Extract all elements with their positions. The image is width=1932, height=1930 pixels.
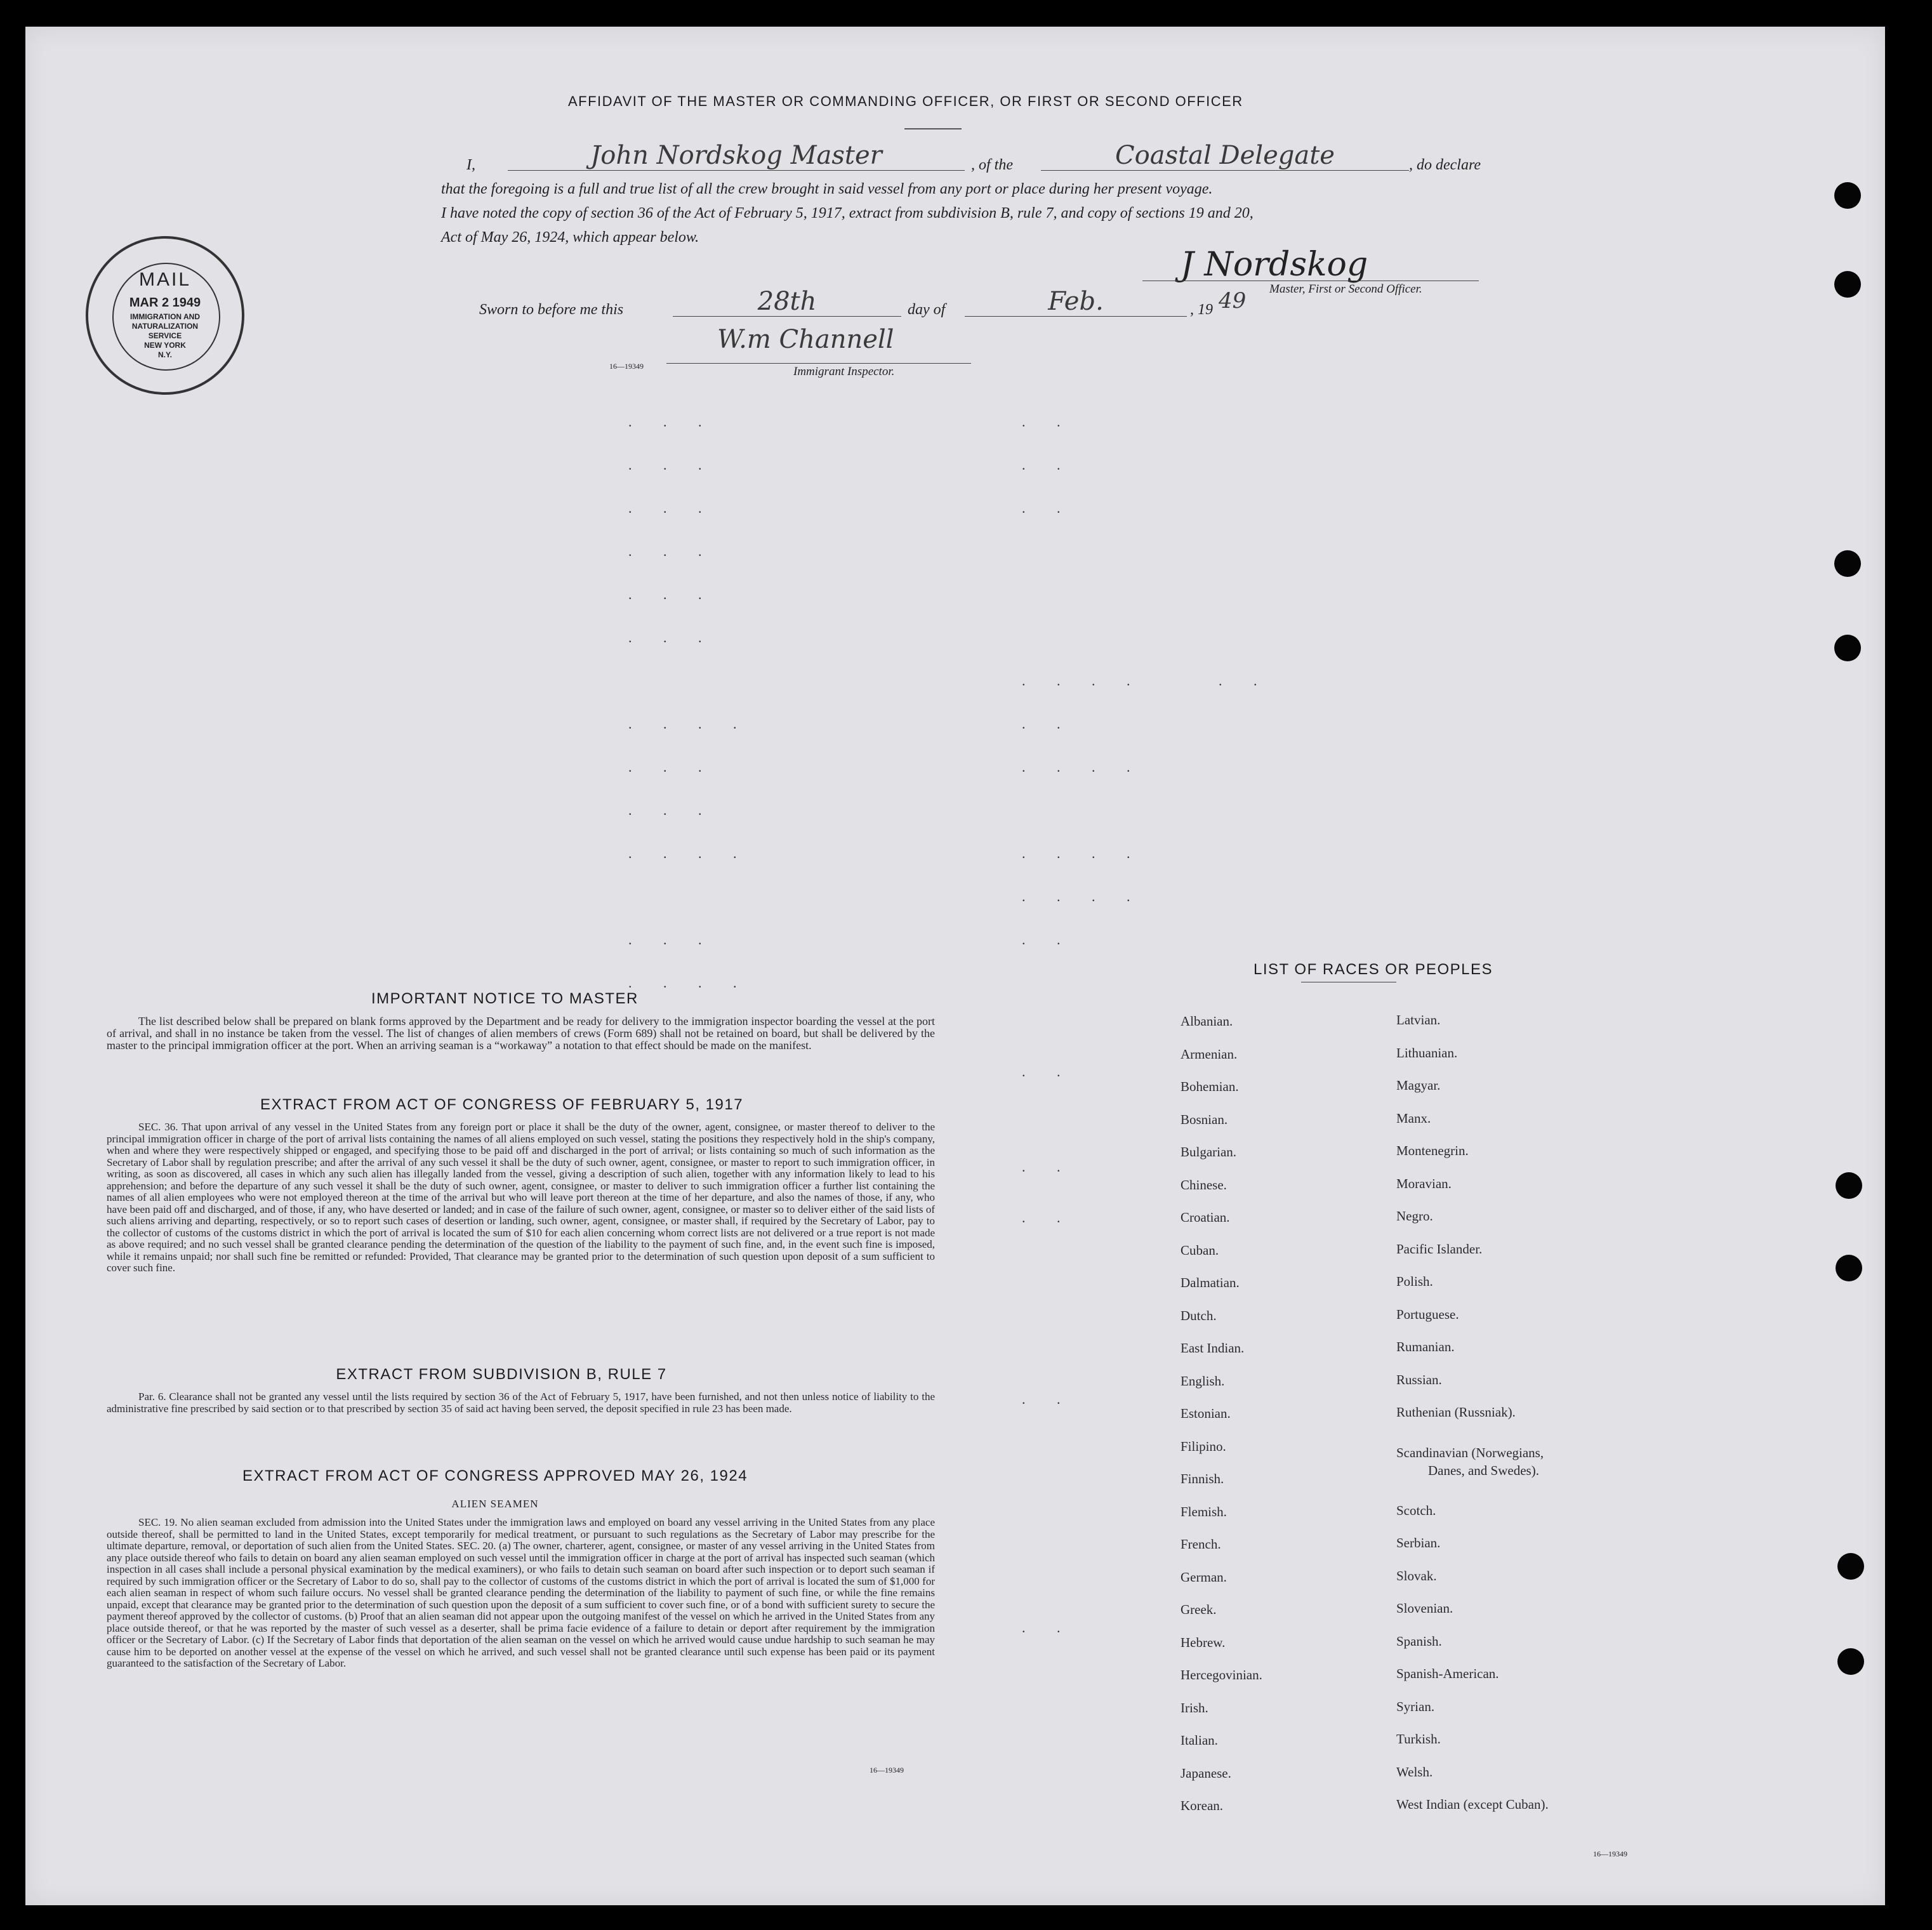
- race-item: Japanese.: [1181, 1765, 1231, 1781]
- stamp-line-1: IMMIGRATION AND: [130, 312, 200, 321]
- race-item: Flemish.: [1181, 1504, 1227, 1519]
- race-item: French.: [1181, 1537, 1221, 1552]
- affidavit-line-4: Act of May 26, 1924, which appear below.: [441, 229, 699, 246]
- sworn-label: Sworn to before me this: [479, 301, 624, 318]
- stamp-date: MAR 2 1949: [129, 296, 201, 310]
- race-item: Scandinavian (Norwegians,: [1396, 1444, 1544, 1460]
- notice-text: The list described below shall be prepared on blank forms approved by the Department and be ready for delivery to the immigration inspector boarding the vessel at the port of arrival, and shall in no instance be taken from the vessel. The list of changes of alien members of crews (Form 689) shall not be retained on board, but shall be delivered by the master to the principal immigration officer at the port. When an arriving seaman is a “workaway” a notation to that effect should be made on the manifest.: [107, 1015, 935, 1052]
- inspector-signature: W.m Channell: [717, 325, 894, 354]
- race-item: West Indian (except Cuban).: [1396, 1797, 1549, 1812]
- punch-hole: [1837, 1648, 1864, 1675]
- race-item: Pacific Islander.: [1396, 1241, 1483, 1257]
- vessel-name-handwritten: Coastal Delegate: [1041, 141, 1409, 171]
- race-item: Cuban.: [1181, 1242, 1219, 1258]
- race-item: Rumanian.: [1396, 1339, 1455, 1354]
- race-item: Turkish.: [1396, 1731, 1441, 1747]
- races-title: LIST OF RACES OR PEOPLES: [1254, 961, 1493, 978]
- race-item: Serbian.: [1396, 1535, 1441, 1550]
- master-signature: J Nordskog: [1181, 246, 1368, 284]
- inspector-line: [666, 363, 971, 364]
- punch-hole: [1837, 1553, 1864, 1580]
- race-item: Spanish.: [1396, 1633, 1442, 1649]
- extract-1924-title: EXTRACT FROM ACT OF CONGRESS APPROVED MAY 26, 1924: [242, 1467, 748, 1484]
- punch-hole: [1836, 1172, 1862, 1199]
- punch-hole: [1834, 271, 1861, 298]
- race-item: Hercegovinian.: [1181, 1667, 1262, 1682]
- race-item: Chinese.: [1181, 1177, 1227, 1193]
- immigration-stamp: [86, 236, 244, 395]
- race-item: Spanish-American.: [1396, 1666, 1499, 1681]
- punch-hole: [1834, 182, 1861, 209]
- day-of-label: day of: [908, 301, 946, 318]
- form-number-top: 16—19349: [609, 362, 644, 371]
- race-item: Finnish.: [1181, 1471, 1224, 1486]
- year-value-handwritten: 49: [1219, 288, 1247, 314]
- race-item: Slovenian.: [1396, 1601, 1453, 1616]
- race-item: Hebrew.: [1181, 1634, 1226, 1650]
- race-item: Dutch.: [1181, 1307, 1217, 1323]
- race-item: Lithuanian.: [1396, 1045, 1458, 1061]
- race-item: Greek.: [1181, 1602, 1217, 1617]
- race-item: Russian.: [1396, 1371, 1442, 1387]
- race-item: Estonian.: [1181, 1406, 1231, 1421]
- signature-caption: Master, First or Second Officer.: [1269, 282, 1422, 296]
- race-item: Polish.: [1396, 1274, 1433, 1289]
- punch-hole: [1834, 635, 1861, 661]
- of-the-label: , of the: [971, 157, 1013, 173]
- affidavit-line-3: I have noted the copy of section 36 of the Act of February 5, 1917, extract from subdivision B, rule 7, and copy of sections 19 and 20,: [441, 205, 1254, 221]
- race-item: Filipino.: [1181, 1438, 1226, 1454]
- race-item: Ruthenian (Russniak).: [1396, 1405, 1516, 1420]
- race-item: Manx.: [1396, 1110, 1431, 1126]
- race-item: Scotch.: [1396, 1502, 1436, 1518]
- affidavit-line-2: that the foregoing is a full and true list of all the crew brought in said vessel from any port or place during her present voyage.: [441, 181, 1213, 197]
- race-item: Portuguese.: [1396, 1306, 1459, 1322]
- race-item: Irish.: [1181, 1700, 1208, 1715]
- do-declare-label: , do declare: [1409, 157, 1481, 173]
- punch-hole: [1834, 550, 1861, 577]
- race-item: Syrian.: [1396, 1698, 1435, 1714]
- race-item: East Indian.: [1181, 1340, 1245, 1356]
- title-divider: [904, 128, 962, 129]
- extract-1917-text: SEC. 36. That upon arrival of any vessel in the United States from any foreign port or place it shall be the duty of the owner, agent, consignee, or master thereof to deliver to the principal immigration officer in charge of the port of arrival lists containing the names of all aliens employed on such vessel, stating the positions they respectively hold in the ship's company, when and where they were respectively shipped or engaged, and specifying those to be paid off and discharged in the port of arrival; or lists containing so much of such information as the Secretary of Labor shall by regulation prescribe; and after the arrival of any such vessel it shall be the duty of such owner, agent, consignee, or master to report to such immigration officer, in writing, as soon as discovered, all cases in which any such alien has illegally landed from the vessel, giving a description of such alien, together with any information likely to lead to his apprehension; and before the departure of any such vessel it shall be the duty of such owner, agent, consignee, or master to deliver to such immigration officer a further list containing the names of all alien employees who were not employed thereon at the time of the arrival but who will leave port thereon at the time of her departure, and also the names of those, if any, who have been paid off and discharged, and of those, if any, who have deserted or landed; and in case of the failure of such owner, agent, consignee, or master so to deliver either of the said lists of such aliens arriving and departing, respectively, or so to report such cases of desertion or landing, such owner, agent, consignee, or master shall, if required by the Secretary of Labor, pay to the collector of customs of the customs district in which the port of arrival is located the sum of $10 for each alien concerning whom correct lists are not delivered or a true report is not made as above required; and no such vessel shall be granted clearance pending the determination of the question of the liability to the payment of such fine, and, in the event such fine is imposed, while it remains unpaid; nor shall such fine be remitted or refunded: Provided, That clearance may be granted prior to the determination of such question upon deposit of a sum sufficient to cover such fine.: [107, 1121, 935, 1274]
- rule-7-text: Par. 6. Clearance shall not be granted any vessel until the lists required by section 36 of the Act of February 5, 1917, have been furnished, and not then unless notice of liability to the administrative fine prescribed by said section or to that prescribed by section 35 of said act having been served, the deposit specified in rule 23 has been made.: [107, 1391, 935, 1415]
- punch-hole: [1836, 1255, 1862, 1281]
- document-page: AFFIDAVIT OF THE MASTER OR COMMANDING OFFICER, OR FIRST OR SECOND OFFICER I, John Nordskog Master , of the Coastal Delegate , do declare that the foregoing is a full and true list of all the crew brought in said vessel from any port or place during her present voyage. I have noted the copy of section 36 of the Act of February 5, 1917, extract from subdivision B, rule 7, and copy of sections 19 and 20, Act of May 26, 1924, which appear below. J Nordskog Master, First or Second Officer. Sworn to before me this 28th day of Feb. , 19 49 W.m Channell 16—19349 Immigrant Inspector. MAIL MAR 2 1949 IMMIGRATION AND NATURALIZATION SERVICE NEW YORK N.Y. . . . . . . . . . . . . . . . . . . . . . . . . . . . . . . . . . . . . . . . . . . . . . . . . . . . . . . . . . . . . . . . . . . . . . . . . . . . . . IMPORTANT NOTICE TO MASTER The list described below shall be prepared on blank forms approved by the Department and be ready for delivery to the immigration inspector boarding the vessel at the port of arrival, and shall in no instance be taken from the vessel. The list of changes of alien members of crews (Form 689) shall not be retained on board, but shall be delivered by the master to the principal immigration officer at the port. When an arriving seaman is a “workaway” a notation to that effect should be made on the manifest. EXTRACT FROM ACT OF CONGRESS OF FEBRUARY 5, 1917 SEC. 36. That upon arrival of any vessel in the United States from any foreign port or place it shall be the duty of the owner, agent, consignee, or master thereof to deliver to the principal immigration officer in charge of the port of arrival lists containing the names of all aliens employed on such vessel, stating the positions they respectively hold in the ship's company, when and where they were respectively shipped or engaged, and specifying those to be paid off and discharged in the port of arrival; or lists containing so much of such information as the Secretary of Labor shall by regulation prescribe; and after the arrival of any such vessel it shall be the duty of such owner, agent, consignee, or master to report to such immigration officer, in writing, as soon as discovered, all cases in which any such alien has illegally landed from the vessel, giving a description of such alien, together with any information likely to lead to his apprehension; and before the departure of any such vessel it shall be the duty of such owner, agent, consignee, or master to deliver to such immigration officer a further list containing the names of all alien employees who were not employed thereon at the time of the arrival but who will leave port thereon at the time of her departure, and also the names of those, if any, who have been paid off and discharged, and of those, if any, who have deserted or landed; and in case of the failure of such owner, agent, consignee, or master so to deliver either of the said lists of such aliens arriving and departing, respectively, or so to report such cases of desertion or landing, such owner, agent, consignee, or master shall, if required by the Secretary of Labor, pay to the collector of customs of the customs district in which the port of arrival is located the sum of $10 for each alien concerning whom correct lists are not delivered or a true report is not made as above required; and no such vessel shall be granted clearance pending the determination of the question of the liability to the payment of such fine, and, in the event such fine is imposed, while it remains unpaid; nor shall such fine be remitted or refunded: Provided, That clearance may be granted prior to the determination of such question upon deposit of a sum sufficient to cover such fine. EXTRACT FROM SUBDIVISION B, RULE 7 Par. 6. Clearance shall not be granted any vessel until the lists required by section 36 of the Act of February 5, 1917, have been furnished, and not then unless notice of liability to the administrative fine prescribed by said section or to that prescribed by section 35 of said act having been served, the deposit specified in rule 23 has been made. EXTRACT FROM ACT OF CONGRESS APPROVED MAY 26, 1924 ALIEN SEAMEN SEC. 19. No alien seaman excluded from admission into the United States under the immigration laws and employed on board any vessel arriving in the United States from any place outside thereof, shall be permitted to land in the United States, except temporarily for medical treatment, or pursuant to such regulations as the Secretary of Labor may prescribe for the ultimate departure, removal, or deportation of such alien from the United States. SEC. 20. (a) The owner, charterer, agent, consignee, or master of any vessel arriving in the United States from any place outside thereof who fails to detain on board any alien seaman employed on such vessel until the immigration officer in charge at the port of arrival has inspected such seaman (which inspection in all cases shall include a personal physical examination by the medical examiners), or who fails to detain such seaman on board after such inspection or to deport such seaman if required by such immigration officer or the Secretary of Labor to do so, shall pay to the collector of customs of the customs district in which the port of arrival is located the sum of $1,000 for each alien seaman in respect of whom such failure occurs. No vessel shall be granted clearance pending the determination of the liability to payment of such fine, or while the fine remains unpaid, except that clearance may be granted prior to the determination of such question upon the deposit of a sum sufficient to cover such fine, or of a bond with sufficient surety to secure the payment thereof approved by the collector of customs. (b) Proof that an alien seaman did not appear upon the outgoing manifest of the vessel on which he arrived in the United States from any place outside thereof, or that he was reported by the master of such vessel as a deserter, shall be prima facie evidence of a failure to detain or deport after requirement by the immigration officer or the Secretary of Labor. (c) If the Secretary of Labor finds that deportation of the alien seaman on the vessel on which he arrived would cause undue hardship to such seaman he may cause him to be deported on another vessel at the expense of the vessel on which he arrived, and such vessel shall not be granted clearance until such expense has been paid or its payment guaranteed to the satisfaction of the Secretary of Labor. 16—19349 LIST OF RACES OR PEOPLES Albanian. Armenian. Bohemian. Bosnian. Bulgarian. Chinese. Croatian. Cuban. Dalmatian. Dutch. East Indian. English. Estonian. Filipino. Finnish. Flemish. French. German. Greek. Hebrew. Hercegovinian. Irish. Italian. Japanese. Korean. Latvian. Lithuanian. Magyar. Manx. Montenegrin. Moravian. Negro. Pacific Islander. Polish. Portuguese. Rumanian. Russian. Ruthenian (Russniak). Scandinavian (Norwegians, Danes, and Swedes). Scotch. Serbian. Slovak. Slovenian. Spanish. Spanish-American. Syrian. Turkish. Welsh. West Indian (except Cuban). 16—19349: [25, 27, 1885, 1905]
- inspector-caption: Immigrant Inspector.: [793, 365, 895, 378]
- race-item: Welsh.: [1396, 1764, 1433, 1780]
- day-value-handwritten: 28th: [673, 287, 901, 317]
- form-number-bottom-left: 16—19349: [870, 1766, 904, 1775]
- race-item: Croatian.: [1181, 1210, 1230, 1225]
- race-item-continued: Danes, and Swedes).: [1428, 1462, 1539, 1478]
- race-item: German.: [1181, 1569, 1227, 1585]
- rule-7-title: EXTRACT FROM SUBDIVISION B, RULE 7: [336, 1366, 667, 1383]
- form-number-bottom-right: 16—19349: [1593, 1849, 1627, 1858]
- race-item: Negro.: [1396, 1208, 1433, 1224]
- race-item: Moravian.: [1396, 1175, 1452, 1191]
- i-label: I,: [466, 157, 475, 173]
- races-left-column: [1181, 1014, 1346, 1831]
- race-item: Albanian.: [1181, 1014, 1233, 1029]
- year-prefix: , 19: [1190, 301, 1213, 318]
- race-item: Bulgarian.: [1181, 1144, 1237, 1160]
- race-item: English.: [1181, 1373, 1225, 1389]
- races-right-column: [1396, 1012, 1650, 1830]
- race-item: Italian.: [1181, 1733, 1218, 1748]
- race-item: Montenegrin.: [1396, 1143, 1469, 1158]
- alien-seamen-subtitle: ALIEN SEAMEN: [451, 1498, 539, 1510]
- race-item: Bohemian.: [1181, 1079, 1239, 1094]
- stamp-line-5: N.Y.: [157, 350, 172, 359]
- race-item: Armenian.: [1181, 1046, 1238, 1062]
- affidavit-title: AFFIDAVIT OF THE MASTER OR COMMANDING OFFICER, OR FIRST OR SECOND OFFICER: [568, 93, 1243, 109]
- race-item: Latvian.: [1396, 1012, 1441, 1028]
- stamp-line-3: SERVICE: [148, 331, 182, 340]
- extract-1924-text: SEC. 19. No alien seaman excluded from admission into the United States under the immigration laws and employed on board any vessel arriving in the United States from any place outside thereof, shall be permitted to land in the United States, except temporarily for medical treatment, or pursuant to such regulations as the Secretary of Labor may prescribe for the ultimate departure, removal, or deportation of such alien from the United States. SEC. 20. (a) The owner, charterer, agent, consignee, or master of any vessel arriving in the United States from any place outside thereof who fails to detain on board any alien seaman employed on such vessel until the immigration officer in charge at the port of arrival has inspected such seaman (which inspection in all cases shall include a personal physical examination by the medical examiners), or who fails to detain such seaman on board after such inspection or to deport such seaman if required by such immigration officer or the Secretary of Labor to do so, shall pay to the collector of customs of the customs district in which the port of arrival is located the sum of $1,000 for each alien seaman in respect of whom such failure occurs. No vessel shall be granted clearance pending the determination of the liability to payment of such fine, or while the fine remains unpaid, except that clearance may be granted prior to the determination of such question upon the deposit of a sum sufficient to cover such fine, or of a bond with sufficient surety to secure the payment thereof approved by the collector of customs. (b) Proof that an alien seaman did not appear upon the outgoing manifest of the vessel on which he arrived in the United States from any place outside thereof, or that he was reported by the master of such vessel as a deserter, shall be prima facie evidence of a failure to detain or deport after requirement by the immigration officer or the Secretary of Labor. (c) If the Secretary of Labor finds that deportation of the alien seaman on the vessel on which he arrived would cause undue hardship to such seaman he may cause him to be deported on another vessel at the expense of the vessel on which he arrived, and such vessel shall not be granted clearance until such expense has been paid or its payment guaranteed to the satisfaction of the Secretary of Labor.: [107, 1516, 935, 1669]
- race-item: Dalmatian.: [1181, 1275, 1240, 1290]
- race-item: Slovak.: [1396, 1568, 1437, 1583]
- race-item: Magyar.: [1396, 1078, 1441, 1093]
- stamp-line-2: NATURALIZATION: [131, 322, 199, 331]
- stamp-mail: MAIL: [138, 269, 192, 290]
- race-item: Korean.: [1181, 1798, 1224, 1813]
- master-name-handwritten: John Nordskog Master: [508, 141, 965, 171]
- notice-title: IMPORTANT NOTICE TO MASTER: [371, 990, 638, 1007]
- month-value-handwritten: Feb.: [965, 287, 1187, 317]
- stamp-line-4: NEW YORK: [144, 341, 186, 350]
- race-item: Bosnian.: [1181, 1111, 1228, 1127]
- extract-1917-title: EXTRACT FROM ACT OF CONGRESS OF FEBRUARY 5, 1917: [260, 1096, 744, 1113]
